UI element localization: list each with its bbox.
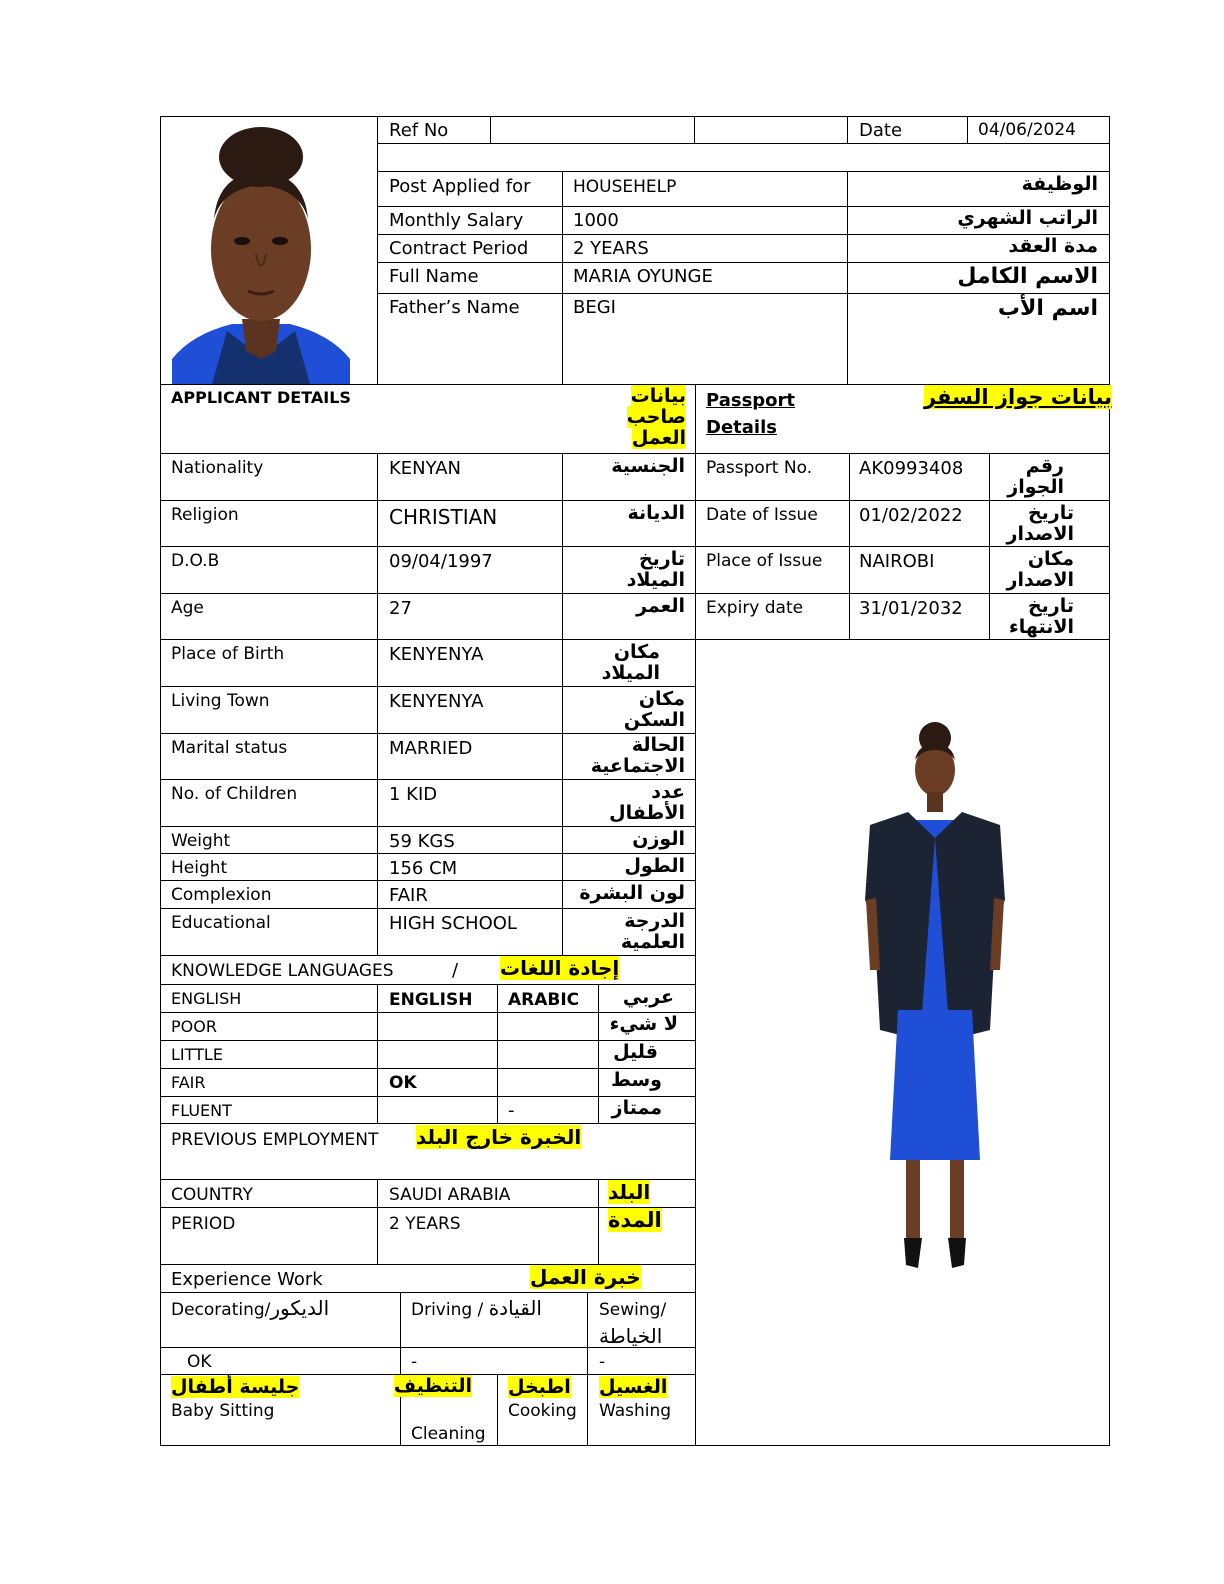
lang-arabic-level: عربي bbox=[622, 986, 674, 1008]
height-label: Height bbox=[171, 858, 228, 878]
educational-arabic: الدرجة العلمية bbox=[620, 910, 685, 953]
height-value[interactable]: 156 CM bbox=[389, 858, 458, 879]
country-arabic: البلد bbox=[608, 1180, 651, 1204]
washing-label: Washing bbox=[599, 1401, 672, 1421]
ref-no-label: Ref No bbox=[389, 120, 449, 141]
baby-sitting-label: Baby Sitting bbox=[171, 1401, 275, 1421]
age-arabic: العمر bbox=[636, 595, 685, 617]
driving-value[interactable]: - bbox=[411, 1352, 418, 1372]
nationality-value[interactable]: KENYAN bbox=[389, 458, 462, 479]
marital-status-arabic: الحالة الاجتماعية bbox=[590, 734, 685, 777]
full-name-value[interactable]: MARIA OYUNGE bbox=[573, 266, 713, 287]
dob-arabic: تاريخ الميلاد bbox=[626, 548, 685, 591]
religion-arabic: الديانة bbox=[627, 502, 685, 524]
lang-level: ENGLISH bbox=[171, 989, 242, 1008]
marital-status-label: Marital status bbox=[171, 738, 288, 758]
cooking-arabic: اطبخل bbox=[508, 1376, 571, 1398]
sewing-label: Sewing/ الخياطة bbox=[599, 1300, 667, 1348]
children-arabic: عدد الأطفال bbox=[609, 781, 685, 824]
lang-arabic-header: ARABIC bbox=[508, 990, 580, 1010]
period-arabic: المدة bbox=[608, 1208, 662, 1232]
date-of-issue-arabic: تاريخ الاصدار bbox=[1006, 502, 1074, 545]
contract-period-label: Contract Period bbox=[389, 238, 529, 259]
contract-period-arabic: مدة العقد bbox=[1008, 235, 1098, 257]
cooking-label: Cooking bbox=[508, 1401, 577, 1421]
living-town-arabic: مكان السكن bbox=[623, 688, 685, 731]
place-of-birth-label: Place of Birth bbox=[171, 644, 285, 664]
children-label: No. of Children bbox=[171, 784, 298, 804]
passport-no-arabic: رقم الجواز bbox=[1007, 455, 1064, 498]
weight-arabic: الوزن bbox=[632, 828, 685, 850]
marital-status-value[interactable]: MARRIED bbox=[389, 738, 473, 759]
expiry-date-value[interactable]: 31/01/2032 bbox=[859, 598, 963, 619]
expiry-date-arabic: تاريخ الانتهاء bbox=[1009, 595, 1074, 638]
date-of-issue-value[interactable]: 01/02/2022 bbox=[859, 505, 963, 526]
applicant-details-title-arabic: بيانات صاحب العمل bbox=[626, 385, 686, 449]
lang-arabic-value[interactable]: - bbox=[508, 1100, 515, 1121]
cleaning-label: Cleaning bbox=[411, 1424, 486, 1444]
dob-value[interactable]: 09/04/1997 bbox=[389, 551, 493, 572]
children-value[interactable]: 1 KID bbox=[389, 784, 438, 805]
country-value[interactable]: SAUDI ARABIA bbox=[389, 1185, 511, 1205]
weight-value[interactable]: 59 KGS bbox=[389, 831, 455, 852]
living-town-value[interactable]: KENYENYA bbox=[389, 691, 484, 712]
educational-value[interactable]: HIGH SCHOOL bbox=[389, 913, 517, 934]
passport-details-title: Passport Details bbox=[706, 390, 796, 438]
languages-title-arabic: إجادة اللغات bbox=[500, 956, 620, 980]
place-of-issue-value[interactable]: NAIROBI bbox=[859, 551, 935, 572]
lang-level: LITTLE bbox=[171, 1045, 223, 1064]
cleaning-arabic: التنظيف bbox=[393, 1375, 472, 1397]
washing-arabic: الغسيل bbox=[599, 1376, 668, 1398]
experience-work-title: Experience Work bbox=[171, 1269, 323, 1290]
fathers-name-value[interactable]: BEGI bbox=[573, 297, 616, 318]
previous-employment-title-arabic: الخبرة خارج البلد bbox=[416, 1125, 582, 1149]
previous-employment-title: PREVIOUS EMPLOYMENT bbox=[171, 1130, 379, 1150]
applicant-details-title: APPLICANT DETAILS bbox=[171, 388, 351, 407]
lang-level: FAIR bbox=[171, 1073, 206, 1092]
fathers-name-label: Father’s Name bbox=[389, 297, 520, 318]
passport-details-title-arabic: بيانات جواز السفر bbox=[923, 385, 1112, 409]
complexion-arabic: لون البشرة bbox=[579, 882, 685, 904]
experience-work-title-arabic: خبرة العمل bbox=[530, 1265, 641, 1289]
weight-label: Weight bbox=[171, 831, 231, 851]
religion-label: Religion bbox=[171, 505, 239, 525]
applicant-headshot-photo bbox=[172, 119, 350, 384]
monthly-salary-arabic: الراتب الشهري bbox=[957, 207, 1098, 229]
religion-value[interactable]: CHRISTIAN bbox=[389, 505, 498, 529]
place-of-birth-arabic: مكان الميلاد bbox=[601, 641, 660, 684]
post-applied-arabic: الوظيفة bbox=[1021, 173, 1098, 195]
languages-slash: / bbox=[452, 960, 459, 981]
date-of-issue-label: Date of Issue bbox=[706, 505, 818, 525]
lang-arabic-level: وسط bbox=[611, 1069, 662, 1091]
monthly-salary-label: Monthly Salary bbox=[389, 210, 524, 231]
post-applied-value[interactable]: HOUSEHELP bbox=[573, 177, 677, 197]
nationality-label: Nationality bbox=[171, 458, 264, 478]
applicant-full-body-photo bbox=[860, 720, 1010, 1275]
place-of-issue-arabic: مكان الاصدار bbox=[1006, 548, 1074, 591]
lang-english-header: ENGLISH bbox=[389, 990, 473, 1010]
country-label: COUNTRY bbox=[171, 1185, 253, 1205]
lang-arabic-level: لا شيء bbox=[609, 1013, 678, 1035]
dob-label: D.O.B bbox=[171, 551, 220, 571]
date-value[interactable]: 04/06/2024 bbox=[978, 120, 1076, 140]
full-name-label: Full Name bbox=[389, 266, 479, 287]
living-town-label: Living Town bbox=[171, 691, 270, 711]
full-name-arabic: الاسم الكامل bbox=[957, 264, 1098, 289]
lang-level: FLUENT bbox=[171, 1101, 232, 1120]
date-label: Date bbox=[859, 120, 903, 141]
sewing-value[interactable]: - bbox=[599, 1352, 606, 1372]
educational-label: Educational bbox=[171, 913, 271, 933]
driving-label: Driving / القيادة bbox=[411, 1296, 542, 1320]
lang-english-value[interactable]: OK bbox=[389, 1073, 417, 1093]
languages-title: KNOWLEDGE LANGUAGES bbox=[171, 961, 394, 981]
lang-arabic-level: ممتاز bbox=[611, 1097, 662, 1119]
place-of-birth-value[interactable]: KENYENYA bbox=[389, 644, 484, 665]
age-value[interactable]: 27 bbox=[389, 598, 412, 619]
contract-period-value[interactable]: 2 YEARS bbox=[573, 238, 649, 259]
height-arabic: الطول bbox=[624, 855, 685, 877]
complexion-label: Complexion bbox=[171, 885, 272, 905]
decorating-label: Decorating/الديكور bbox=[171, 1296, 330, 1320]
lang-level: POOR bbox=[171, 1017, 217, 1036]
lang-arabic-level: قليل bbox=[613, 1041, 658, 1063]
expiry-date-label: Expiry date bbox=[706, 598, 804, 618]
period-value[interactable]: 2 YEARS bbox=[389, 1214, 461, 1234]
place-of-issue-label: Place of Issue bbox=[706, 551, 823, 571]
baby-sitting-arabic: جليسة أطفال bbox=[171, 1376, 300, 1398]
complexion-value[interactable]: FAIR bbox=[389, 885, 428, 906]
post-applied-label: Post Applied for bbox=[389, 176, 531, 197]
age-label: Age bbox=[171, 598, 204, 618]
passport-no-value[interactable]: AK0993408 bbox=[859, 458, 964, 479]
period-label: PERIOD bbox=[171, 1214, 236, 1234]
decorating-value[interactable]: OK bbox=[187, 1352, 212, 1372]
fathers-name-arabic: اسم الأب bbox=[997, 296, 1098, 321]
nationality-arabic: الجنسية bbox=[611, 455, 685, 477]
monthly-salary-value[interactable]: 1000 bbox=[573, 210, 619, 231]
passport-no-label: Passport No. bbox=[706, 458, 813, 478]
